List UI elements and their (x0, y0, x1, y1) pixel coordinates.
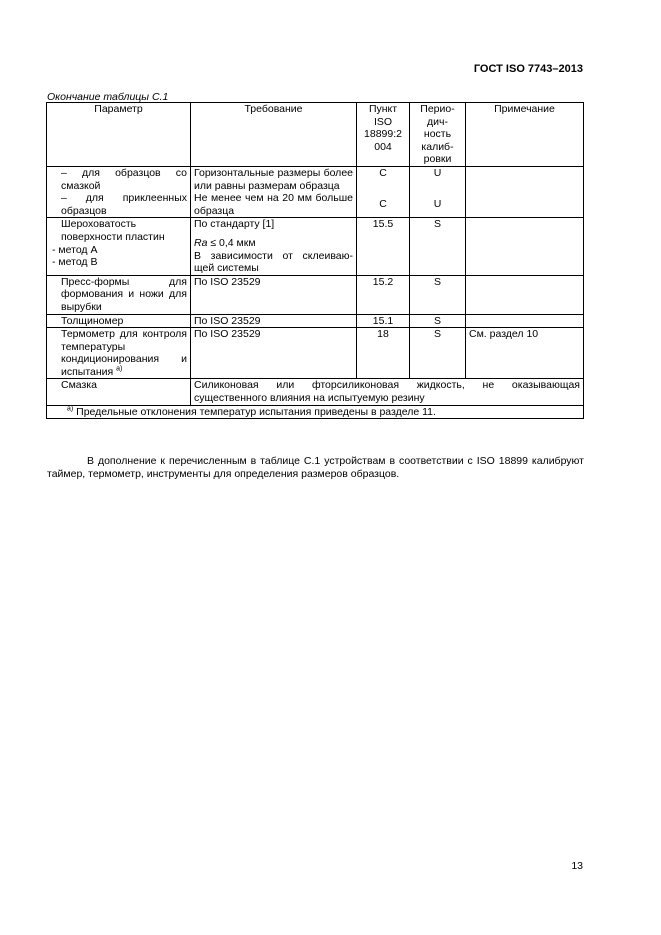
param-cell: – для образцов со смазкой (47, 166, 191, 192)
param-text: Термометр для контроля температуры кондиционирования и испытания (61, 328, 187, 378)
requirement-cell (191, 218, 357, 275)
requirement-line-2 (194, 237, 353, 250)
footnote-ref: a) (116, 365, 123, 373)
requirement-line-3: В зависимости от склеиваю-щей системы (194, 249, 353, 275)
table-row (47, 379, 584, 405)
note-cell (466, 314, 584, 328)
col-header-period-line: Перио- (420, 103, 455, 115)
col-header-period (410, 103, 466, 167)
col-header-clause-line: ISO (373, 115, 393, 128)
col-header-note: Примечание (466, 103, 584, 167)
table-header-row (47, 103, 584, 167)
table-row (47, 166, 584, 192)
col-header-period-line: калиб- (421, 140, 454, 153)
footnote-text: Предельные отклонения температур испытания приведены в разделе 11. (73, 405, 436, 418)
col-header-param: Параметр (47, 103, 191, 167)
col-header-requirement: Требование (191, 103, 357, 167)
clause-cell: 15.5 (357, 218, 410, 275)
footnote-cell (47, 405, 584, 419)
clause-cell: 18 (357, 328, 410, 379)
col-header-period-line: ровки (423, 153, 452, 166)
param-cell: Толщиномер (47, 314, 191, 328)
method-a-label: - метод А (52, 243, 98, 256)
calibration-table (46, 102, 584, 419)
period-cell: S (410, 314, 466, 328)
requirement-cell: По ISO 23529 (191, 328, 357, 379)
clause-cell: C (357, 166, 410, 192)
table-row (47, 192, 584, 218)
param-text: Шероховатость поверхности пластин (61, 218, 165, 243)
period-cell: U (410, 166, 466, 192)
ra-symbol: Ra (194, 236, 208, 249)
table-footnote-row (47, 405, 584, 419)
requirement-line-1: По стандарту [1] (194, 218, 275, 231)
col-header-period-line: ность (423, 128, 452, 141)
period-cell: U (410, 192, 466, 218)
method-b-label: - метод В (52, 256, 98, 269)
table-row (47, 314, 584, 328)
requirement-cell: Силиконовая или фторсиликоновая жидкость, не оказывающая существенного влияния на испытуемую резину (191, 379, 584, 405)
clause-cell: 15.1 (357, 314, 410, 328)
note-cell (466, 192, 584, 218)
requirement-cell: По ISO 23529 (191, 275, 357, 314)
col-header-clause (357, 103, 410, 167)
param-cell: Смазка (47, 379, 191, 405)
requirement-cell: Горизонтальные размеры более или равны размерам образца (191, 166, 357, 192)
col-header-clause-line: 004 (374, 140, 392, 153)
page-number: 13 (571, 860, 583, 872)
note-cell (466, 275, 584, 314)
period-cell: S (410, 218, 466, 275)
param-cell: Пресс-формы для формования и ножи для вырубки (47, 275, 191, 314)
period-cell: S (410, 275, 466, 314)
table-caption: Окончание таблицы С.1 (47, 91, 169, 103)
requirement-cell: Не менее чем на 20 мм больше образца (191, 192, 357, 218)
clause-cell: 15.2 (357, 275, 410, 314)
note-cell (466, 218, 584, 275)
col-header-period-line: дич- (427, 115, 448, 128)
col-header-clause-line: Пункт (368, 103, 398, 115)
requirement-cell: По ISO 23529 (191, 314, 357, 328)
table-row (47, 328, 584, 379)
footnote-mark: a) (67, 405, 74, 413)
note-cell: См. раздел 10 (466, 328, 584, 379)
table-row (47, 275, 584, 314)
period-cell: S (410, 328, 466, 379)
table-row (47, 218, 584, 275)
param-cell (47, 328, 191, 379)
body-paragraph-text: В дополнение к перечисленным в таблице С.1 устройствам в соответствии с ISO 18899 калибруют таймер, термометр, инструменты для определения размеров образцов. (47, 455, 584, 480)
document-header: ГОСТ ISO 7743–2013 (473, 63, 583, 75)
body-paragraph (47, 455, 584, 481)
param-cell (47, 218, 191, 275)
col-header-clause-line: 18899:2 (364, 128, 402, 141)
ra-value: ≤ 0,4 мкм (207, 236, 256, 249)
note-cell (466, 166, 584, 192)
param-cell: – для приклеенных образцов (47, 192, 191, 218)
clause-cell: C (357, 192, 410, 218)
